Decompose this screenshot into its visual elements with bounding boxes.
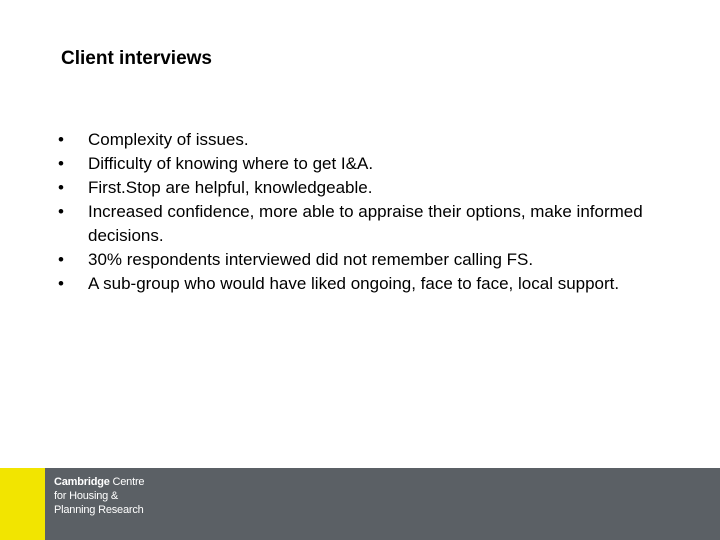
bullet-item xyxy=(58,176,678,200)
bullet-dot: • xyxy=(58,130,64,149)
cchpr-logo xyxy=(54,475,144,517)
bullet-text: 30% respondents interviewed did not remember calling FS. xyxy=(88,249,534,269)
logo-line-1 xyxy=(54,475,144,489)
bullet-text: Complexity of issues. xyxy=(88,130,249,149)
bullet-text: A sub-group who would have liked ongoing, face to face, local support. xyxy=(88,273,620,293)
bullet-item xyxy=(58,200,678,247)
slide-title: Client interviews xyxy=(61,48,212,69)
bullet-item xyxy=(58,128,678,152)
bullet-list xyxy=(58,128,678,296)
bullet-dot: • xyxy=(58,154,64,173)
bullet-dot: • xyxy=(58,249,64,269)
footer-accent-block xyxy=(0,468,45,540)
bullet-item xyxy=(58,152,678,176)
logo-cambridge: Cambridge xyxy=(54,476,110,488)
bullet-text: First.Stop are helpful, knowledgeable. xyxy=(88,178,373,197)
bullet-item xyxy=(58,272,678,296)
bullet-text: Increased confidence, more able to appraise their options, make informed decisions. xyxy=(88,202,643,245)
logo-centre: Centre xyxy=(109,476,145,488)
bullet-dot: • xyxy=(58,178,64,197)
bullet-dot: • xyxy=(58,273,64,293)
footer-bar xyxy=(0,468,720,540)
bullet-item xyxy=(58,248,678,272)
logo-line-2: for Housing & xyxy=(54,490,119,502)
bullet-dot: • xyxy=(58,202,64,221)
logo-line-3: Planning Research xyxy=(54,504,144,516)
bullet-text: Difficulty of knowing where to get I&A. xyxy=(88,154,374,173)
